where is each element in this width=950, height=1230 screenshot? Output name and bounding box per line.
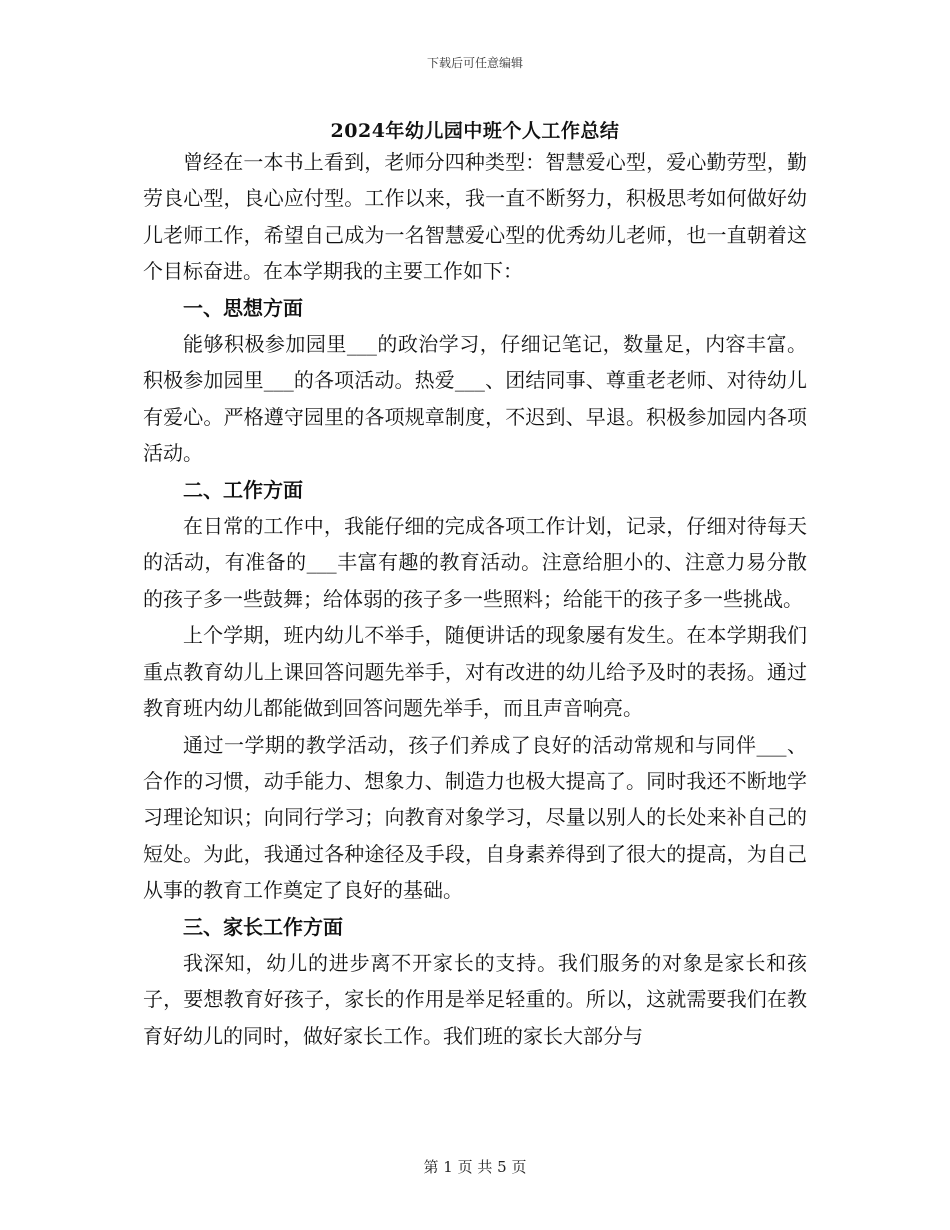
paragraph: 我深知，幼儿的进步离不开家长的支持。我们服务的对象是家长和孩子，要想教育好孩子，家长的作用是举足轻重的。所以，这就需要我们在教育好幼儿的同时，做好家长工作。我们班的家长大部分与	[143, 950, 807, 1048]
paragraph: 在日常的工作中，我能仔细的完成各项工作计划，记录，仔细对待每天的活动，有准备的___丰富有趣的教育活动。注意给胆小的、注意力易分散的孩子多一些鼓舞；给体弱的孩子多一些照料；给能干的孩子多一些挑战。	[143, 514, 807, 611]
page-number: 第 1 页 共 5 页	[423, 1158, 527, 1176]
intro-paragraph: 曾经在一本书上看到，老师分四种类型：智慧爱心型，爱心勤劳型，勤劳良心型，良心应付型。工作以来，我一直不断努力，积极思考如何做好幼儿老师工作，希望自己成为一名智慧爱心型的优秀幼儿老师，也一直朝着这个目标奋进。在本学期我的主要工作如下：	[143, 150, 807, 284]
paragraph: 通过一学期的教学活动，孩子们养成了良好的活动常规和与同伴___、合作的习惯，动手能力、想象力、制造力也极大提高了。同时我还不断地学习理论知识；向同行学习；向教育对象学习，尽量以别人的长处来补自己的短处。为此，我通过各种途径及手段，自身素养得到了很大的提高，为自己从事的教育工作奠定了良好的基础。	[143, 732, 807, 903]
section-heading-thought: 一、思想方面	[183, 295, 303, 320]
document-title: 2024年幼儿园中班个人工作总结	[330, 120, 620, 142]
section-heading-work: 二、工作方面	[183, 477, 303, 502]
paragraph: 能够积极参加园里___的政治学习，仔细记笔记，数量足，内容丰富。积极参加园里___的各项活动。热爱___、团结同事、尊重老老师、对待幼儿有爱心。严格遵守园里的各项规章制度，不迟到、早退。积极参加园内各项活动。	[143, 332, 807, 466]
document-body	[143, 144, 807, 1054]
page-header-note: 下载后可任意编辑	[426, 56, 523, 70]
paragraph: 上个学期，班内幼儿不举手，随便讲话的现象屡有发生。在本学期我们重点教育幼儿上课回答问题先举手，对有改进的幼儿给予及时的表扬。通过教育班内幼儿都能做到回答问题先举手，而且声音响亮。	[143, 623, 807, 721]
section-heading-parents: 三、家长工作方面	[183, 914, 343, 939]
